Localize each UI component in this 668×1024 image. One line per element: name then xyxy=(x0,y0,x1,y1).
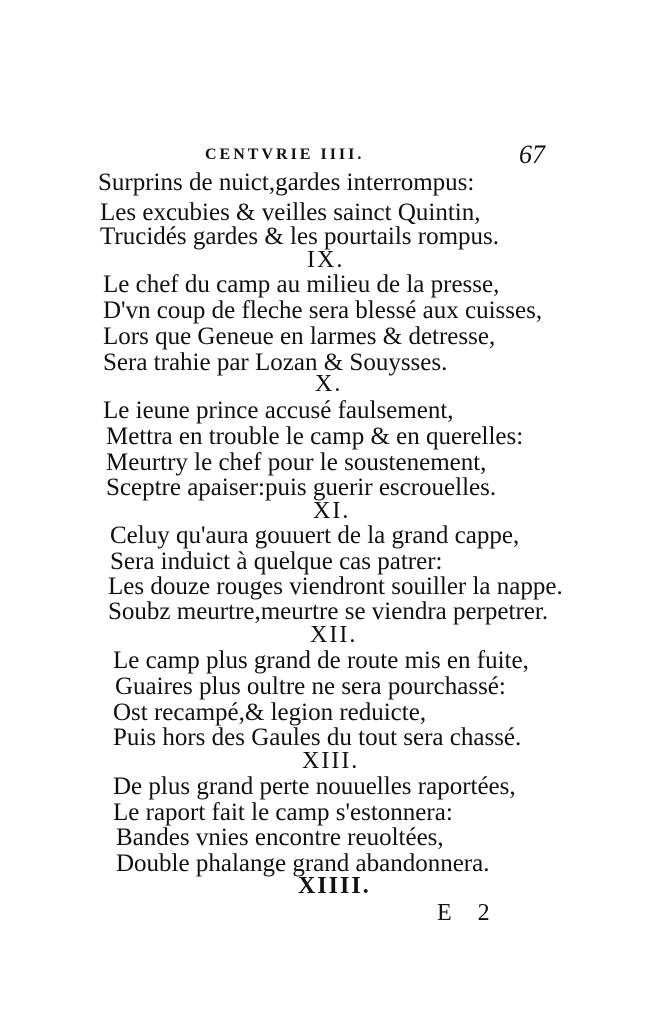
verse-line: Sera induict à quelque cas patrer: xyxy=(110,548,443,575)
quatrain-numeral: XII. xyxy=(310,622,358,648)
verse-line: Mettra en trouble le camp & en querelles: xyxy=(106,423,524,450)
verse-line: Bandes vnies encontre reuoltées, xyxy=(116,824,444,851)
running-head: CENTVRIE IIII. xyxy=(205,146,365,163)
verse-line: Le raport fait le camp s'estonnera: xyxy=(113,799,453,826)
quatrain-numeral: XIIII. xyxy=(298,873,371,899)
quatrain-numeral: X. xyxy=(315,371,343,397)
quatrain-numeral: XIII. xyxy=(302,748,360,774)
verse-line: Le ieune prince accusé faulsement, xyxy=(103,397,454,424)
verse-line: Ost recampé,& legion reduicte, xyxy=(113,699,427,726)
verse-line: Sera trahie par Lozan & Souysses. xyxy=(103,349,448,376)
verse-line: Le camp plus grand de route mis en fuite, xyxy=(113,647,529,674)
verse-line: De plus grand perte nouuelles raportées, xyxy=(113,773,516,800)
verse-line: Trucidés gardes & les pourtails rompus. xyxy=(100,223,500,250)
quatrain-numeral: IX. xyxy=(307,247,345,273)
verse-line: Lors que Geneue en larmes & detresse, xyxy=(103,323,496,350)
verse-line: Puis hors des Gaules du tout sera chassé. xyxy=(113,724,522,751)
verse-line: D'vn coup de fleche sera blessé aux cuisses, xyxy=(103,297,543,324)
page-number: 67 xyxy=(519,140,545,169)
verse-line: Soubz meurtre,meurtre se viendra perpetrer. xyxy=(108,598,549,625)
verse-line: Le chef du camp au milieu de la presse, xyxy=(103,271,500,298)
verse-line: Meurtry le chef pour le soustenement, xyxy=(106,449,487,476)
verse-line: Surprins de nuict,gardes interrompus: xyxy=(98,169,475,196)
verse-line: Les excubies & veilles sainct Quintin, xyxy=(100,199,481,226)
verse-line: Les douze rouges viendront souiller la nappe. xyxy=(108,573,563,600)
verse-line: Celuy qu'aura gouuert de la grand cappe, xyxy=(110,522,520,549)
verse-line: Guaires plus oultre ne sera pourchassé: xyxy=(115,673,506,700)
printer-signature: E 2 xyxy=(437,900,500,926)
verse-line: Double phalange grand abandonnera. xyxy=(116,850,490,877)
quatrain-numeral: XI. xyxy=(313,498,351,524)
verse-line: Sceptre apaiser:puis guerir escrouelles. xyxy=(106,474,497,501)
